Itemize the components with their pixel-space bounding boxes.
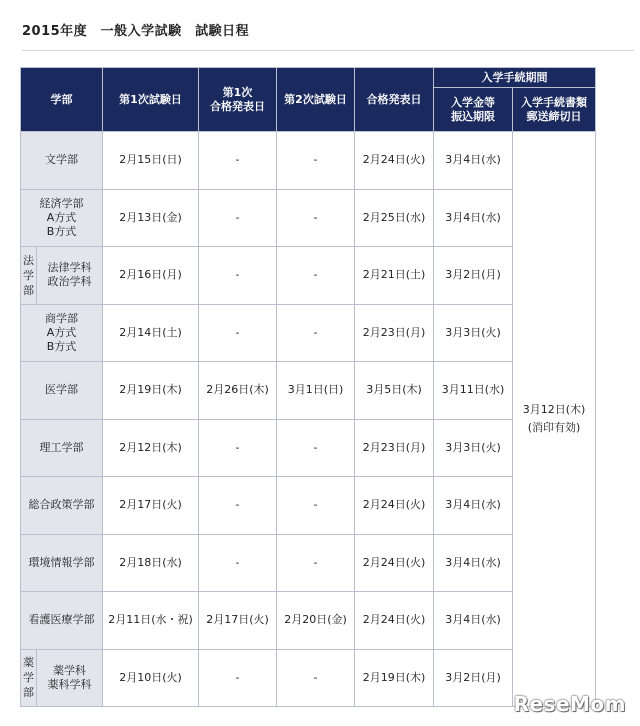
faculty-char: 学 <box>23 671 34 685</box>
table-row <box>21 534 596 592</box>
pass-announce-cell: 2月24日(火) <box>355 132 434 190</box>
table-row <box>21 362 596 420</box>
first-exam-cell: 2月16日(月) <box>103 247 199 305</box>
department-cell <box>21 132 103 190</box>
second-exam-cell: - <box>277 132 355 190</box>
header-procedure-period: 入学手続期間 <box>434 68 596 88</box>
header-dept: 学部 <box>21 68 103 132</box>
schedule-body <box>21 132 596 707</box>
first-exam-cell: 2月19日(木) <box>103 362 199 420</box>
department-cell <box>21 477 103 535</box>
first-exam-cell: 2月18日(水) <box>103 534 199 592</box>
resemom-logo: ReseMom <box>513 692 626 716</box>
header-fee-line2: 振込期限 <box>451 109 495 123</box>
department-line: 医学部 <box>45 383 78 397</box>
faculty-char: 薬 <box>23 656 34 670</box>
second-exam-cell: - <box>277 189 355 247</box>
second-exam-cell: 2月20日(金) <box>277 592 355 650</box>
department-cell <box>21 419 103 477</box>
table-row <box>21 189 596 247</box>
department-line: 政治学科 <box>47 275 92 289</box>
pass-announce-cell: 2月25日(水) <box>355 189 434 247</box>
header-fee-line1: 入学金等 <box>451 95 495 109</box>
header-first-exam: 第1次試験日 <box>103 68 199 132</box>
department-line: 薬学科 <box>53 663 86 677</box>
fee-deadline-cell: 3月4日(水) <box>434 132 513 190</box>
faculty-char: 部 <box>23 686 34 700</box>
department-line: 総合政策学部 <box>28 498 95 512</box>
department-cell <box>21 362 103 420</box>
faculty-cell <box>21 247 37 305</box>
department-cell <box>37 649 103 707</box>
first-pass-cell: 2月17日(火) <box>199 592 277 650</box>
page-title: 2015年度 一般入学試験 試験日程 <box>22 24 250 39</box>
pass-announce-cell: 2月24日(火) <box>355 534 434 592</box>
department-line: 法律学科 <box>47 261 92 275</box>
first-exam-cell: 2月15日(日) <box>103 132 199 190</box>
pass-announce-cell: 2月24日(火) <box>355 477 434 535</box>
second-exam-cell: - <box>277 419 355 477</box>
first-pass-cell: - <box>199 419 277 477</box>
exam-schedule-table <box>20 67 596 707</box>
fee-deadline-cell: 3月11日(水) <box>434 362 513 420</box>
table-row <box>21 649 596 707</box>
docs-deadline-text <box>513 401 595 437</box>
department-line: 環境情報学部 <box>28 555 95 569</box>
department-line: A方式 <box>46 210 77 224</box>
header-docs-line2: 郵送締切日 <box>526 109 582 123</box>
department-line: 薬科学科 <box>47 677 92 691</box>
first-pass-cell: - <box>199 649 277 707</box>
first-exam-cell: 2月13日(金) <box>103 189 199 247</box>
department-line: 商学部 <box>45 311 78 325</box>
fee-deadline-cell: 3月4日(水) <box>434 534 513 592</box>
first-exam-cell: 2月10日(火) <box>103 649 199 707</box>
faculty-char: 学 <box>23 268 34 282</box>
faculty-char: 法 <box>23 253 34 267</box>
department-cell <box>37 247 103 305</box>
table-row <box>21 419 596 477</box>
table-row <box>21 132 596 190</box>
fee-deadline-cell: 3月4日(水) <box>434 592 513 650</box>
department-cell <box>21 534 103 592</box>
second-exam-cell: 3月1日(日) <box>277 362 355 420</box>
fee-deadline-cell: 3月4日(水) <box>434 477 513 535</box>
department-line: B方式 <box>46 339 77 353</box>
table-row <box>21 304 596 362</box>
department-cell <box>21 592 103 650</box>
docs-deadline-line: 3月12日(木) <box>522 403 586 416</box>
table-row <box>21 477 596 535</box>
second-exam-cell: - <box>277 477 355 535</box>
header-fee-deadline <box>434 88 513 132</box>
second-exam-cell: - <box>277 247 355 305</box>
faculty-char: 部 <box>23 283 34 297</box>
docs-deadline-line: (消印有効) <box>527 421 581 434</box>
fee-deadline-cell: 3月2日(月) <box>434 649 513 707</box>
pass-announce-cell: 2月23日(月) <box>355 304 434 362</box>
first-pass-cell: - <box>199 477 277 535</box>
department-line: 経済学部 <box>39 196 84 210</box>
first-pass-cell: - <box>199 247 277 305</box>
second-exam-cell: - <box>277 649 355 707</box>
header-docs-line1: 入学手続書類 <box>521 95 587 109</box>
first-pass-cell: - <box>199 132 277 190</box>
faculty-cell <box>21 649 37 707</box>
first-pass-cell: - <box>199 534 277 592</box>
first-pass-cell: - <box>199 304 277 362</box>
pass-announce-cell: 3月5日(木) <box>355 362 434 420</box>
pass-announce-cell: 2月21日(土) <box>355 247 434 305</box>
first-exam-cell: 2月12日(木) <box>103 419 199 477</box>
first-exam-cell: 2月17日(火) <box>103 477 199 535</box>
pass-announce-cell: 2月19日(木) <box>355 649 434 707</box>
fee-deadline-cell: 3月4日(水) <box>434 189 513 247</box>
fee-deadline-cell: 3月3日(火) <box>434 304 513 362</box>
first-exam-cell: 2月11日(水・祝) <box>103 592 199 650</box>
first-pass-cell: - <box>199 189 277 247</box>
department-cell <box>21 304 103 362</box>
table-row <box>21 247 596 305</box>
second-exam-cell: - <box>277 304 355 362</box>
header-first-pass <box>199 68 277 132</box>
title-divider <box>22 50 634 51</box>
header-first-pass-line2: 合格発表日 <box>210 99 265 113</box>
department-line: 理工学部 <box>39 440 84 454</box>
second-exam-cell: - <box>277 534 355 592</box>
department-cell <box>21 189 103 247</box>
header-pass-announce: 合格発表日 <box>355 68 434 132</box>
header-second-exam: 第2次試験日 <box>277 68 355 132</box>
pass-announce-cell: 2月23日(月) <box>355 419 434 477</box>
table-row <box>21 592 596 650</box>
department-line: 文学部 <box>45 153 78 167</box>
department-line: 看護医療学部 <box>28 613 95 627</box>
department-line: B方式 <box>46 224 77 238</box>
header-first-pass-line1: 第1次 <box>222 85 253 99</box>
header-docs-deadline <box>513 88 596 132</box>
first-pass-cell: 2月26日(木) <box>199 362 277 420</box>
department-line: A方式 <box>46 325 77 339</box>
first-exam-cell: 2月14日(土) <box>103 304 199 362</box>
fee-deadline-cell: 3月2日(月) <box>434 247 513 305</box>
fee-deadline-cell: 3月3日(火) <box>434 419 513 477</box>
pass-announce-cell: 2月24日(火) <box>355 592 434 650</box>
docs-deadline-cell <box>513 132 596 707</box>
